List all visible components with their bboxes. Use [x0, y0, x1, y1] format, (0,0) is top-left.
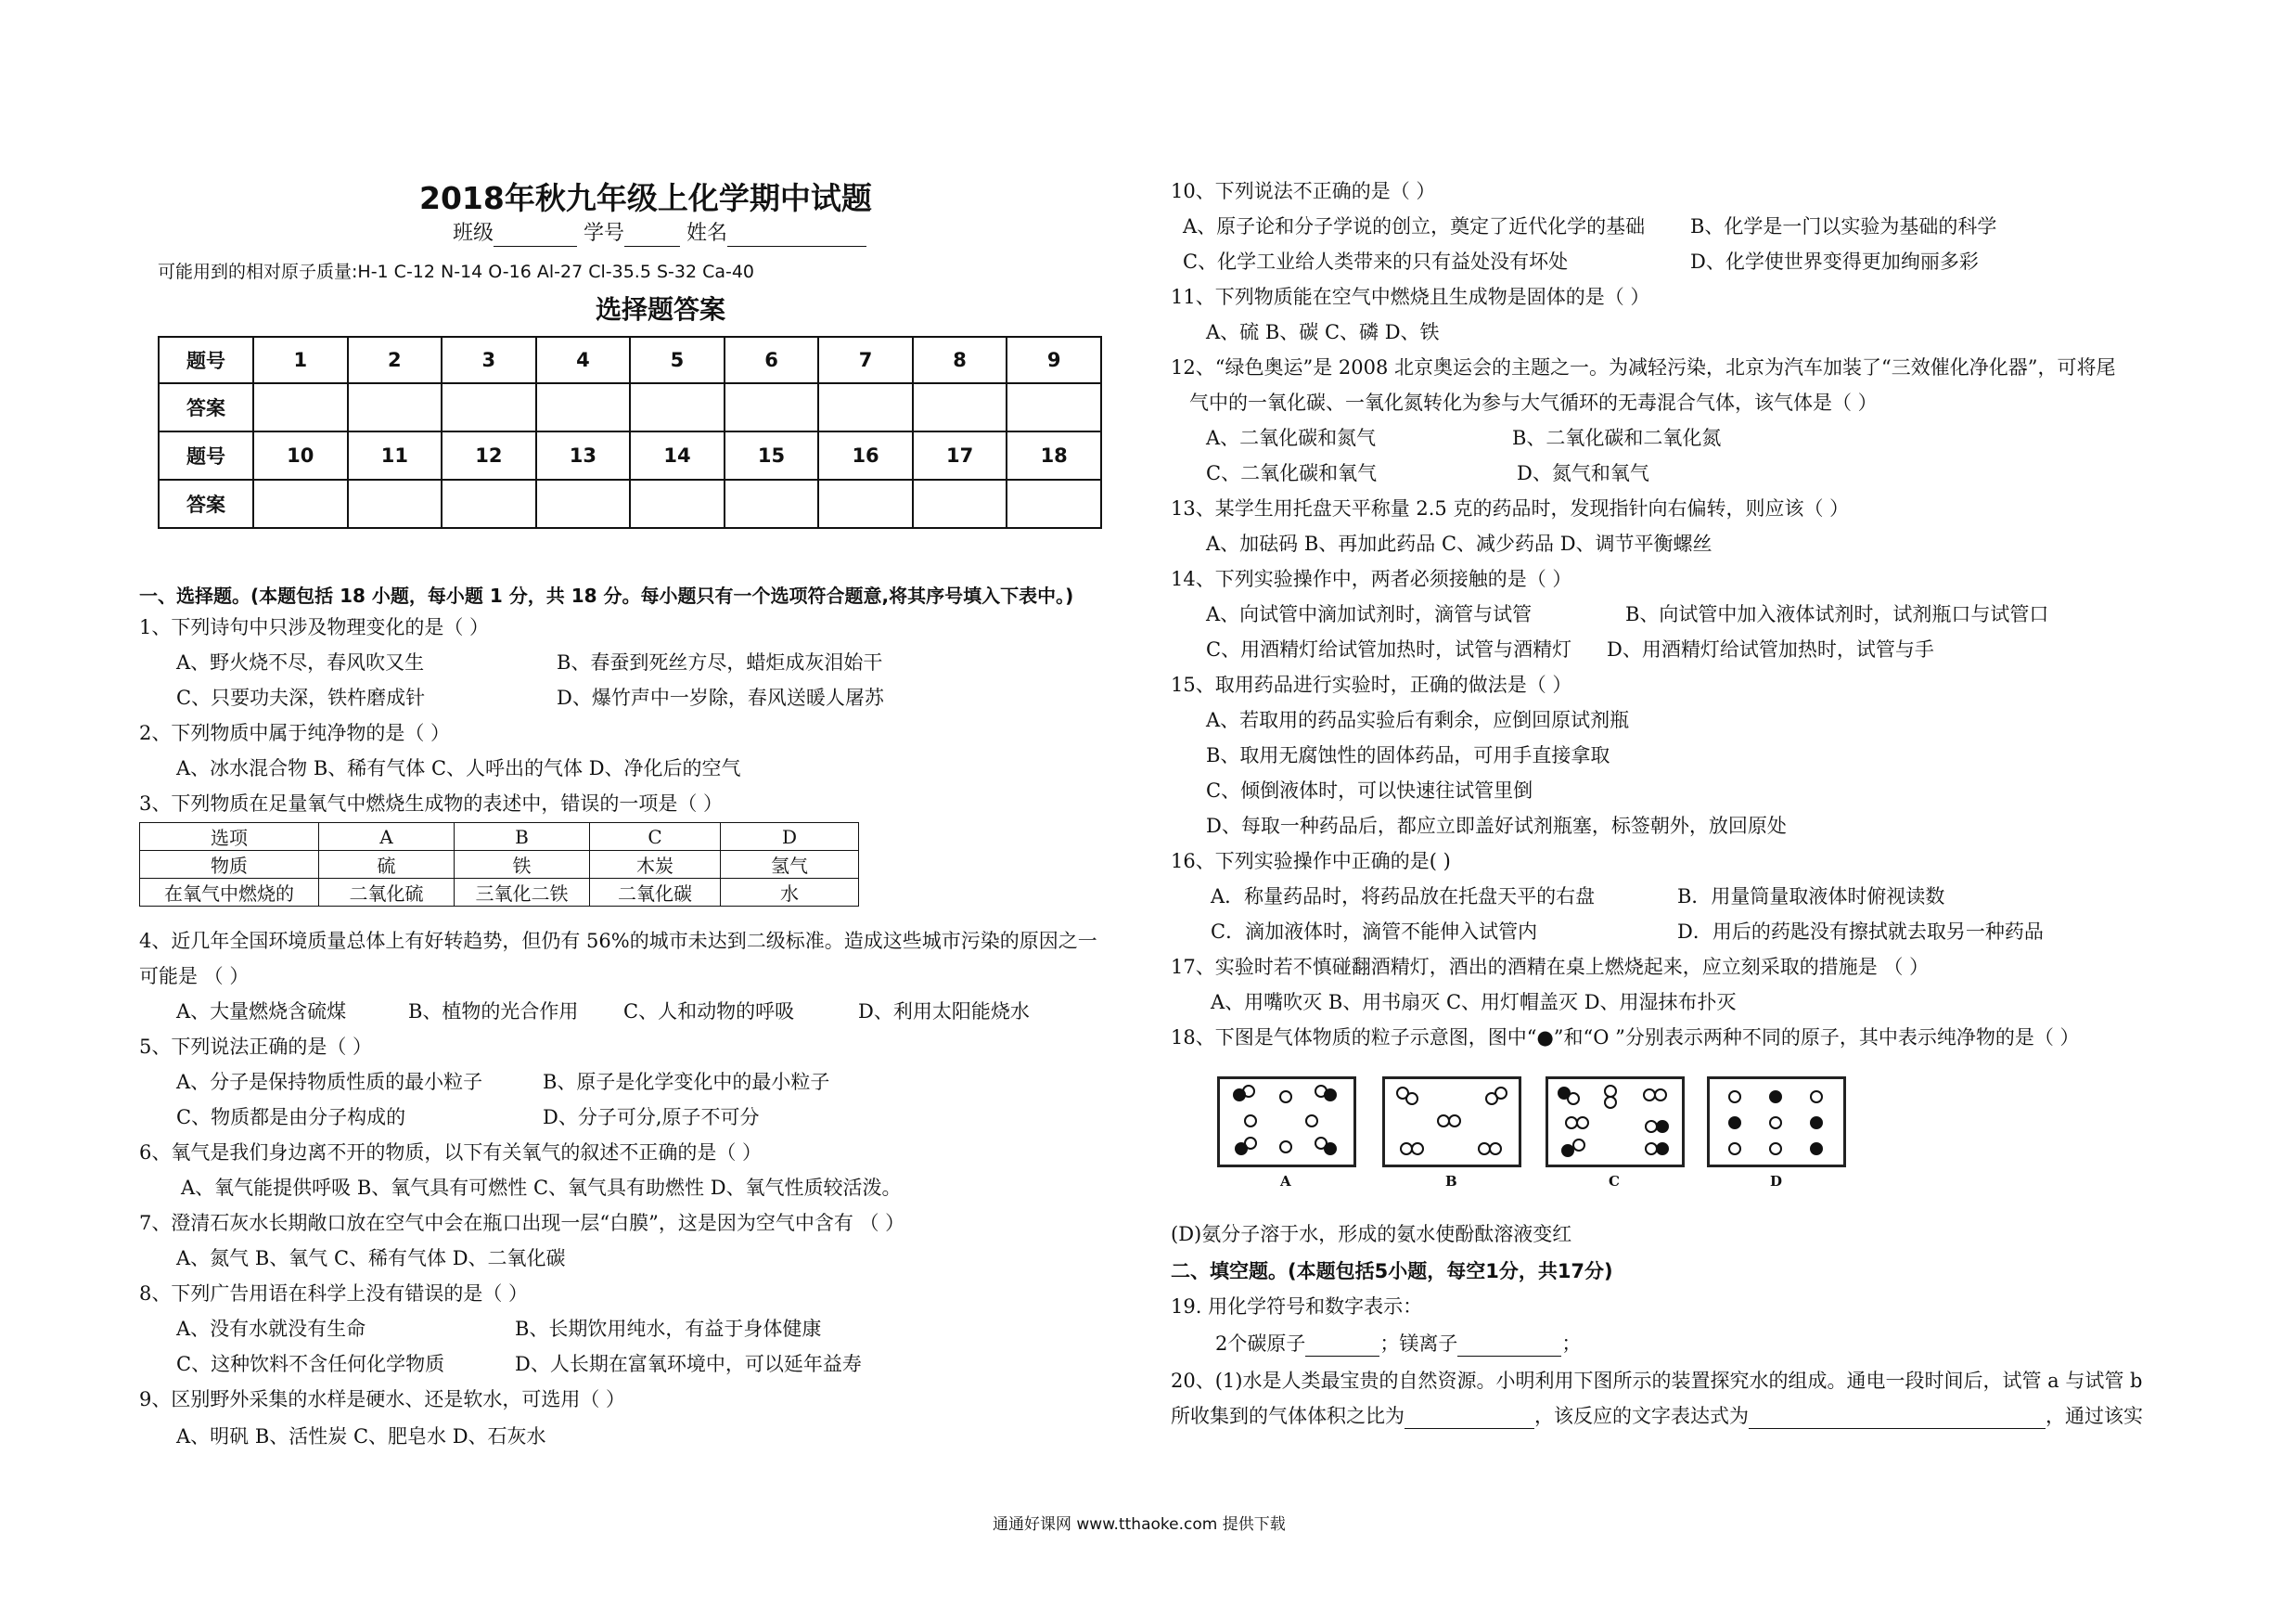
- answer-cell[interactable]: [536, 480, 631, 528]
- student-info-line: [453, 221, 866, 247]
- q1-option-b: B、春蚕到死丝方尽，蜡炬成灰泪始干: [557, 651, 883, 674]
- answer-cell[interactable]: [630, 383, 725, 431]
- q1-option-a: A、野火烧不尽，春风吹又生: [176, 651, 425, 674]
- q5-stem: 5、下列说法正确的是（ ）: [139, 1036, 373, 1058]
- question-number: 7: [818, 337, 913, 383]
- q6-options: A、氧气能提供呼吸 B、氧气具有可燃性 C、氧气具有助燃性 D、氧气性质较活泼。: [181, 1177, 902, 1199]
- white-atom-icon: [1411, 1142, 1424, 1155]
- q1-stem: 1、下列诗句中只涉及物理变化的是（ ）: [139, 616, 490, 638]
- q20-ratio-label: 所收集到的气体体积之比为: [1171, 1405, 1405, 1427]
- q7-stem: 7、澄清石灰水长期敞口放在空气中会在瓶口出现一层“白膜”，这是因为空气中含有 （ ）: [139, 1212, 905, 1234]
- q18-box-c[interactable]: [1546, 1076, 1685, 1167]
- q12-option-b: B、二氧化碳和二氧化氮: [1512, 427, 1722, 449]
- white-atom-icon: [1315, 1085, 1328, 1098]
- q11-options: A、硫 B、碳 C、磷 D、铁: [1206, 321, 1440, 343]
- q4-stem-cont: 可能是 （ ）: [139, 965, 250, 987]
- q10-option-b: B、化学是一门以实验为基础的科学: [1690, 215, 1997, 238]
- q16-option-c: C．滴加液体时，滴管不能伸入试管内: [1211, 920, 1538, 943]
- q20-end: ，通过该实: [2046, 1405, 2143, 1427]
- white-atom-icon: [1567, 1092, 1580, 1105]
- q8-option-c: C、这种饮料不含任何化学物质: [176, 1353, 445, 1375]
- q19-line: [1215, 1331, 1581, 1357]
- white-atom-icon: [1489, 1142, 1502, 1155]
- q3-cell: 木炭: [590, 851, 721, 879]
- black-atom-icon: [1810, 1142, 1823, 1155]
- black-atom-icon: [1769, 1090, 1782, 1103]
- name-blank[interactable]: [727, 227, 866, 247]
- q20-ratio-blank[interactable]: [1405, 1408, 1534, 1429]
- answer-table-header: 题号: [159, 337, 253, 383]
- q8-option-a: A、没有水就没有生命: [176, 1318, 366, 1340]
- q14-option-d: D、用酒精灯给试管加热时，试管与手: [1607, 638, 1934, 661]
- q2-options: A、冰水混合物 B、稀有气体 C、人呼出的气体 D、净化后的空气: [176, 757, 741, 779]
- answer-row-label: 答案: [159, 383, 253, 431]
- q13-options: A、加砝码 B、再加此药品 C、减少药品 D、调节平衡螺丝: [1206, 533, 1712, 555]
- q14-option-c: C、用酒精灯给试管加热时，试管与酒精灯: [1206, 638, 1572, 661]
- q7-options: A、氮气 B、氧气 C、稀有气体 D、二氧化碳: [176, 1247, 566, 1269]
- answer-cell[interactable]: [442, 383, 536, 431]
- answer-cell[interactable]: [818, 383, 913, 431]
- footer-credit: 通通好课网 www.tthaoke.com 提供下载: [993, 1515, 1286, 1534]
- q14-stem: 14、下列实验操作中，两者必须接触的是（ ）: [1171, 568, 1572, 590]
- q5-option-a: A、分子是保持物质性质的最小粒子: [176, 1071, 483, 1093]
- q5-option-c: C、物质都是由分子构成的: [176, 1106, 406, 1128]
- question-number: 3: [442, 337, 536, 383]
- white-atom-icon: [1405, 1092, 1418, 1105]
- question-number: 10: [253, 431, 348, 480]
- q10-option-c: C、化学工业给人类带来的只有益处没有坏处: [1183, 251, 1569, 273]
- q18-box-b[interactable]: [1382, 1076, 1521, 1167]
- white-atom-icon: [1244, 1114, 1257, 1127]
- answer-cell[interactable]: [442, 480, 536, 528]
- answer-cell[interactable]: [348, 383, 443, 431]
- q12-stem-cont: 气中的一氧化碳、一氧化氮转化为参与大气循环的无毒混合气体，该气体是（ ）: [1189, 392, 1878, 414]
- q4-option-a: A、大量燃烧含硫煤: [176, 1000, 347, 1023]
- q10-option-d: D、化学使世界变得更加绚丽多彩: [1690, 251, 1979, 273]
- q12-option-d: D、氮气和氧气: [1517, 462, 1649, 484]
- q18-label-a: A: [1280, 1173, 1291, 1190]
- q18-stem: 18、下图是气体物质的粒子示意图，图中“●”和“O ”分别表示两种不同的原子，其中表示纯净物的是（ ）: [1171, 1026, 2080, 1049]
- name-label: 姓名: [686, 222, 728, 245]
- q3-cell: 选项: [140, 823, 319, 851]
- question-number: 15: [725, 431, 819, 480]
- white-atom-icon: [1494, 1087, 1507, 1100]
- question-number: 12: [442, 431, 536, 480]
- q18-label-c: C: [1609, 1173, 1620, 1190]
- q8-option-d: D、人长期在富氧环境中，可以延年益寿: [515, 1353, 862, 1375]
- question-number: 6: [725, 337, 819, 383]
- answer-cell[interactable]: [913, 480, 1007, 528]
- id-label: 学号: [584, 222, 625, 245]
- q11-stem: 11、下列物质能在空气中燃烧且生成物是固体的是（ ）: [1171, 286, 1650, 308]
- q3-cell: 铁: [455, 851, 590, 879]
- q3-cell: A: [319, 823, 455, 851]
- q8-stem: 8、下列广告用语在科学上没有错误的是（ ）: [139, 1282, 529, 1305]
- answer-cell[interactable]: [818, 480, 913, 528]
- question-number: 2: [348, 337, 443, 383]
- question-number: 13: [536, 431, 631, 480]
- q3-cell: 水: [721, 879, 859, 907]
- white-atom-icon: [1448, 1114, 1461, 1127]
- q3-stem: 3、下列物质在足量氧气中燃烧生成物的表述中，错误的一项是（ ）: [139, 792, 724, 815]
- white-atom-icon: [1305, 1114, 1318, 1127]
- q3-cell: D: [721, 823, 859, 851]
- answer-cell[interactable]: [536, 383, 631, 431]
- black-atom-icon: [1656, 1120, 1669, 1133]
- q14-option-a: A、向试管中滴加试剂时，滴管与试管: [1206, 603, 1533, 625]
- q16-stem: 16、下列实验操作中正确的是( ): [1171, 850, 1451, 872]
- q19-mg-blank[interactable]: [1457, 1335, 1561, 1357]
- answer-table: [158, 336, 1102, 529]
- q10-option-a: A、原子论和分子学说的创立，奠定了近代化学的基础: [1183, 215, 1646, 238]
- q3-cell: 氢气: [721, 851, 859, 879]
- q20-line2: [1171, 1403, 2143, 1429]
- q12-option-a: A、二氧化碳和氮气: [1206, 427, 1377, 449]
- q9-options: A、明矾 B、活性炭 C、肥皂水 D、石灰水: [176, 1425, 546, 1448]
- q4-stem: 4、近几年全国环境质量总体上有好转趋势，但仍有 56%的城市未达到二级标准。造成这些城市污染的原因之一: [139, 930, 1097, 952]
- q15-stem: 15、取用药品进行实验时，正确的做法是（ ）: [1171, 674, 1572, 696]
- q5-option-d: D、分子可分,原子不可分: [543, 1106, 760, 1128]
- q10-stem: 10、下列说法不正确的是（ ）: [1171, 180, 1436, 202]
- question-number: 9: [1007, 337, 1101, 383]
- white-atom-icon: [1604, 1096, 1617, 1109]
- q2-stem: 2、下列物质中属于纯净物的是（ ）: [139, 722, 451, 744]
- q18-note: (D)氨分子溶于水，形成的氨水使酚酞溶液变红: [1171, 1223, 1572, 1245]
- question-number: 1: [253, 337, 348, 383]
- question-number: 4: [536, 337, 631, 383]
- q15-option-a: A、若取用的药品实验后有剩余，应倒回原试剂瓶: [1206, 709, 1630, 731]
- answer-title: 选择题答案: [596, 294, 726, 325]
- white-atom-icon: [1728, 1090, 1741, 1103]
- exam-title: 2018年秋九年级上化学期中试题: [419, 180, 872, 216]
- q15-option-b: B、取用无腐蚀性的固体药品，可用手直接拿取: [1206, 744, 1610, 766]
- answer-cell[interactable]: [725, 383, 819, 431]
- q4-option-d: D、利用太阳能烧水: [858, 1000, 1030, 1023]
- black-atom-icon: [1656, 1142, 1669, 1155]
- answer-cell[interactable]: [253, 480, 348, 528]
- q3-cell: 在氧气中燃烧的: [140, 879, 319, 907]
- question-number: 17: [913, 431, 1007, 480]
- q19-stem: 19. 用化学符号和数字表示：: [1171, 1295, 1423, 1318]
- question-number: 11: [348, 431, 443, 480]
- q15-option-c: C、倾倒液体时，可以快速往试管里倒: [1206, 779, 1533, 802]
- black-atom-icon: [1810, 1116, 1823, 1129]
- white-atom-icon: [1769, 1116, 1782, 1129]
- white-atom-icon: [1576, 1116, 1589, 1129]
- q14-option-b: B、向试管中加入液体试剂时，试剂瓶口与试管口: [1625, 603, 2049, 625]
- q3-cell: B: [455, 823, 590, 851]
- q17-options: A、用嘴吹灭 B、用书扇灭 C、用灯帽盖灭 D、用湿抹布扑灭: [1211, 991, 1737, 1013]
- answer-cell[interactable]: [1007, 480, 1101, 528]
- answer-cell[interactable]: [1007, 383, 1101, 431]
- q12-option-c: C、二氧化碳和氧气: [1206, 462, 1378, 484]
- q1-option-c: C、只要功夫深，铁杵磨成针: [176, 687, 426, 709]
- q3-cell: C: [590, 823, 721, 851]
- white-atom-icon: [1279, 1140, 1292, 1153]
- white-atom-icon: [1242, 1085, 1255, 1098]
- q13-stem: 13、某学生用托盘天平称量 2.5 克的药品时，发现指针向右偏转，则应该（ ）: [1171, 497, 1850, 520]
- q5-option-b: B、原子是化学变化中的最小粒子: [543, 1071, 830, 1093]
- q18-box-a[interactable]: [1217, 1076, 1356, 1167]
- q19-carbon-label: 2个碳原子: [1215, 1332, 1306, 1355]
- q3-cell: 物质: [140, 851, 319, 879]
- question-number: 16: [818, 431, 913, 480]
- q17-stem: 17、实验时若不慎碰翻酒精灯，酒出的酒精在桌上燃烧起来，应立刻采取的措施是 （ ）: [1171, 956, 1930, 978]
- q3-cell: 三氧化二铁: [455, 879, 590, 907]
- q16-option-b: B．用量筒量取液体时俯视读数: [1677, 885, 1945, 908]
- q6-stem: 6、氧气是我们身边离不开的物质，以下有关氧气的叙述不正确的是（ ）: [139, 1141, 763, 1164]
- white-atom-icon: [1244, 1137, 1257, 1150]
- q19-carbon-blank[interactable]: [1305, 1335, 1379, 1357]
- q15-option-d: D、每取一种药品后，都应立即盖好试剂瓶塞，标签朝外，放回原处: [1206, 815, 1787, 837]
- class-label: 班级: [453, 222, 494, 245]
- id-blank[interactable]: [624, 227, 680, 247]
- white-atom-icon: [1572, 1139, 1585, 1152]
- q12-stem: 12、“绿色奥运”是 2008 北京奥运会的主题之一。为减轻污染，北京为汽车加装了“三效催化净化器”，可将尾: [1171, 356, 2116, 379]
- white-atom-icon: [1769, 1142, 1782, 1155]
- answer-cell[interactable]: [725, 480, 819, 528]
- white-atom-icon: [1654, 1088, 1667, 1101]
- question-number: 8: [913, 337, 1007, 383]
- q19-end: ；: [1561, 1332, 1582, 1355]
- section1-heading: 一、选择题。(本题包括 18 小题，每小题 1 分，共 18 分。每小题只有一个选项符合题意,将其序号填入下表中。): [139, 585, 1074, 607]
- answer-cell[interactable]: [913, 383, 1007, 431]
- q20-equation-blank[interactable]: [1749, 1408, 2046, 1429]
- q9-stem: 9、区别野外采集的水样是硬水、还是软水，可选用（ ）: [139, 1388, 626, 1410]
- q1-option-d: D、爆竹声中一岁除，春风送暖人屠苏: [557, 687, 884, 709]
- q20-equation-label: ，该反应的文字表达式为: [1534, 1405, 1749, 1427]
- atomic-masses: 可能用到的相对原子质量:H-1 C-12 N-14 O-16 Al-27 Cl-35.5 S-32 Ca-40: [158, 262, 755, 282]
- black-atom-icon: [1728, 1116, 1741, 1129]
- q18-label-d: D: [1770, 1173, 1783, 1190]
- q3-cell: 硫: [319, 851, 455, 879]
- q19-mg-label: ；镁离子: [1379, 1332, 1458, 1355]
- question-number: 18: [1007, 431, 1101, 480]
- q3-cell: 二氧化硫: [319, 879, 455, 907]
- class-blank[interactable]: [494, 227, 577, 247]
- white-atom-icon: [1728, 1142, 1741, 1155]
- q3-table: [139, 822, 859, 907]
- section2-heading: 二、填空题。(本题包括5小题，每空1分，共17分): [1171, 1260, 1613, 1282]
- question-number: 14: [630, 431, 725, 480]
- white-atom-icon: [1315, 1137, 1328, 1150]
- q18-label-b: B: [1445, 1173, 1457, 1190]
- answer-table-header: 题号: [159, 431, 253, 480]
- q16-option-a: A．称量药品时，将药品放在托盘天平的右盘: [1211, 885, 1596, 908]
- q20-stem: 20、(1)水是人类最宝贵的自然资源。小明利用下图所示的装置探究水的组成。通电一段时间后，试管 a 与试管 b: [1171, 1370, 2143, 1392]
- q18-box-d[interactable]: [1707, 1076, 1846, 1167]
- answer-cell[interactable]: [348, 480, 443, 528]
- q3-cell: 二氧化碳: [590, 879, 721, 907]
- question-number: 5: [630, 337, 725, 383]
- q4-option-c: C、人和动物的呼吸: [623, 1000, 795, 1023]
- white-atom-icon: [1279, 1090, 1292, 1103]
- answer-cell[interactable]: [630, 480, 725, 528]
- white-atom-icon: [1810, 1090, 1823, 1103]
- answer-row-label: 答案: [159, 480, 253, 528]
- answer-cell[interactable]: [253, 383, 348, 431]
- q4-option-b: B、植物的光合作用: [408, 1000, 579, 1023]
- q8-option-b: B、长期饮用纯水，有益于身体健康: [515, 1318, 822, 1340]
- q16-option-d: D．用后的药匙没有擦拭就去取另一种药品: [1677, 920, 2044, 943]
